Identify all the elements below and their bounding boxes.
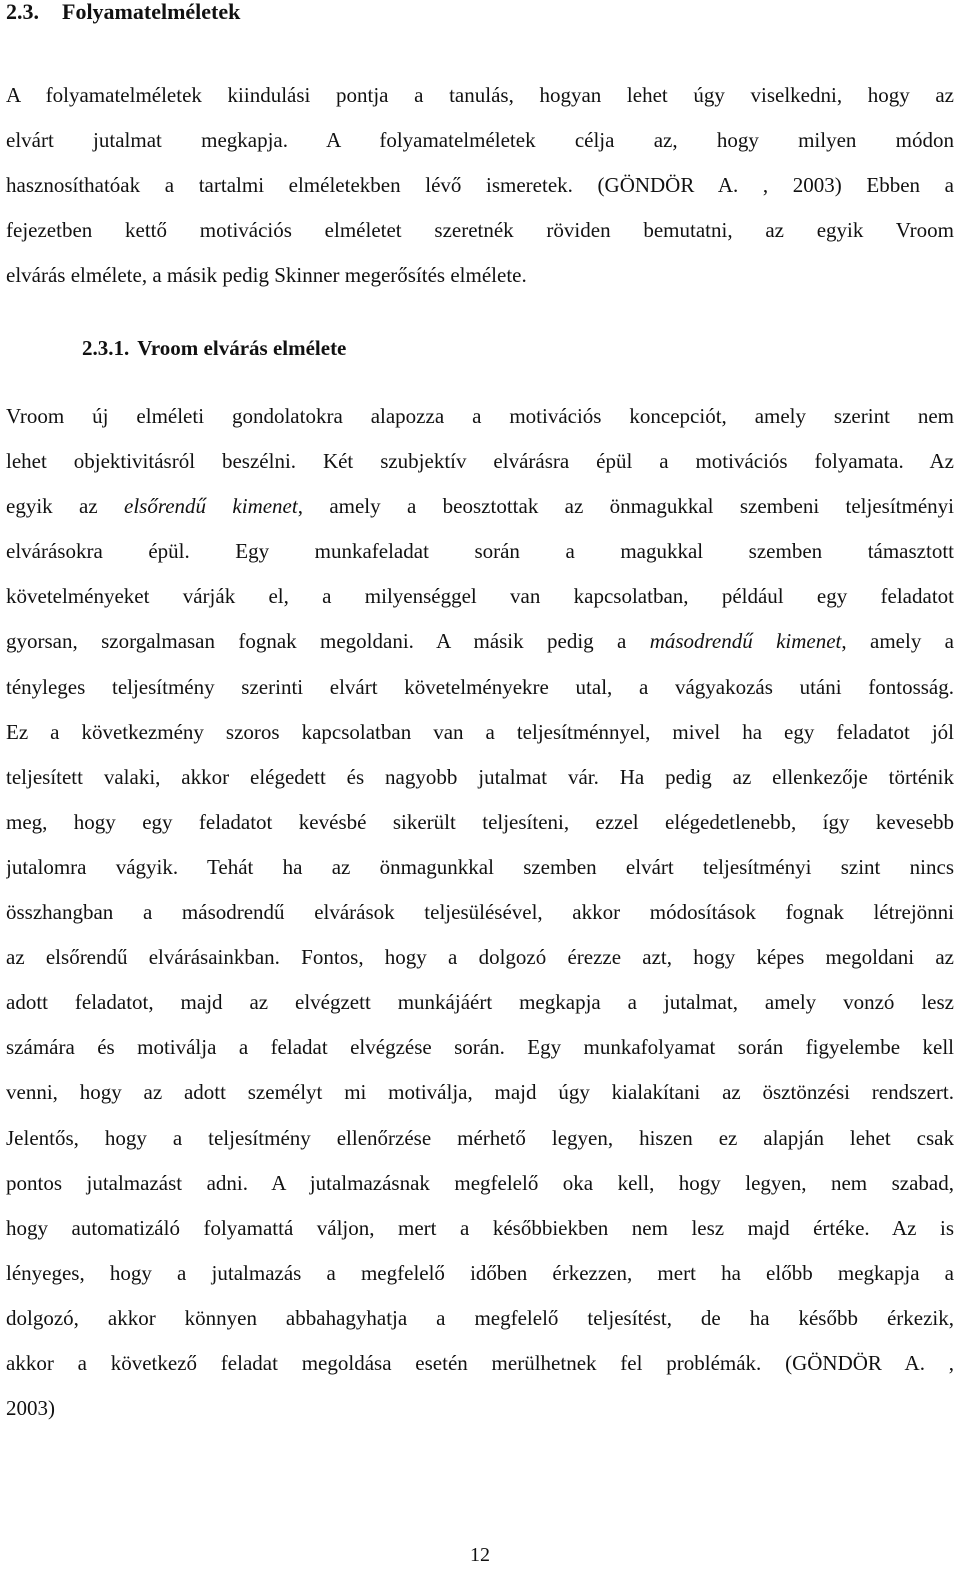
paragraph-line: 2003) (6, 1396, 55, 1421)
paragraph-line: elvárt jutalmat megkapja. A folyamatelméletek célja az, hogy milyen módon (6, 128, 954, 153)
paragraph-line: az elsőrendű elvárásainkban. Fontos, hogy a dolgozó érezze azt, hogy képes megoldani az (6, 945, 954, 970)
paragraph-line: hogy automatizáló folyamattá váljon, mert a későbbiekben nem lesz majd értéke. Az is (6, 1215, 954, 1240)
paragraph-line: A folyamatelméletek kiindulási pontja a tanulás, hogyan lehet úgy viselkedni, hogy az (6, 83, 954, 107)
paragraph-line: Ez a következmény szoros kapcsolatban van a teljesítménnyel, mivel ha egy feladatot jól (6, 719, 954, 744)
paragraph-line: hasznosíthatóak a tartalmi elméletekben lévő ismeretek. (GÖNDÖR A. , 2003) Ebben a (6, 173, 954, 198)
section-heading (6, 0, 240, 26)
paragraph-line: dolgozó, akkor könnyen abbahagyhatja a megfelelő teljesítést, de ha később érkezik, (6, 1305, 954, 1330)
paragraph-line: pontos jutalmazást adni. A jutalmazásnak megfelelő oka kell, hogy legyen, nem szabad, (6, 1170, 954, 1195)
paragraph-line: egyik az elsőrendű kimenet, amely a beosztottak az önmagukkal szembeni teljesítményi (6, 494, 954, 519)
paragraph-line: fejezetben kettő motivációs elméletet szeretnék röviden bemutatni, az egyik Vroom (6, 218, 954, 243)
emphasized-term: másodrendű kimenet (649, 629, 842, 654)
body-paragraph (6, 394, 954, 1431)
section-title: Folyamatelméletek (62, 0, 241, 24)
subsection-number: 2.3.1. (82, 336, 130, 360)
paragraph-line: Vroom új elméleti gondolatokra alapozza a motivációs koncepciót, amely szerint nem (6, 404, 954, 428)
paragraph-line: adott feladatot, majd az elvégzett munkájáért megkapja a jutalmat, amely vonzó lesz (6, 990, 954, 1015)
subsection-title: Vroom elvárás elmélete (137, 336, 347, 360)
paragraph-line: követelményeket várják el, a milyenséggel van kapcsolatban, például egy feladatot (6, 584, 954, 609)
paragraph-line: akkor a következő feladat megoldása esetén merülhetnek fel problémák. (GÖNDÖR A. , (6, 1350, 954, 1375)
subsection-heading (82, 334, 346, 362)
page-number: 12 (470, 1544, 490, 1566)
paragraph-line: teljesített valaki, akkor elégedett és nagyobb jutalmat vár. Ha pedig az ellenkezője történik (6, 764, 954, 789)
paragraph-line: jutalomra vágyik. Tehát ha az önmagunkkal szemben elvárt teljesítményi szint nincs (6, 854, 954, 879)
paragraph-line: venni, hogy az adott személyt mi motiválja, majd úgy kialakítani az ösztönzési rendszert. (6, 1080, 954, 1105)
paragraph-line: összhangban a másodrendű elvárások teljesülésével, akkor módosítások fognak létrejönni (6, 900, 954, 925)
paragraph-line: tényleges teljesítmény szerinti elvárt követelményekre utal, a vágyakozás utáni fontosság. (6, 674, 954, 699)
paragraph-line: meg, hogy egy feladatot kevésbé sikerült teljesíteni, ezzel elégedetlenebb, így kevesebb (6, 809, 954, 834)
paragraph-line: gyorsan, szorgalmasan fognak megoldani. A másik pedig a másodrendű kimenet, amely a (6, 629, 954, 654)
paragraph-line: elvárás elmélete, a másik pedig Skinner megerősítés elmélete. (6, 263, 527, 288)
paragraph-line: lényeges, hogy a jutalmazás a megfelelő időben érkezzen, mert ha előbb megkapja a (6, 1260, 954, 1285)
intro-paragraph (6, 73, 954, 298)
paragraph-line: Jelentős, hogy a teljesítmény ellenőrzése mérhető legyen, hiszen ez alapján lehet csak (6, 1125, 954, 1150)
paragraph-line: számára és motiválja a feladat elvégzése során. Egy munkafolyamat során figyelembe kell (6, 1035, 954, 1060)
paragraph-line: lehet objektivitásról beszélni. Két szubjektív elvárásra épül a motivációs folyamata. Az (6, 449, 954, 474)
section-number: 2.3. (6, 0, 39, 24)
paragraph-line: elvárásokra épül. Egy munkafeladat során a magukkal szemben támasztott (6, 539, 954, 564)
emphasized-term: elsőrendű kimenet (124, 494, 298, 519)
